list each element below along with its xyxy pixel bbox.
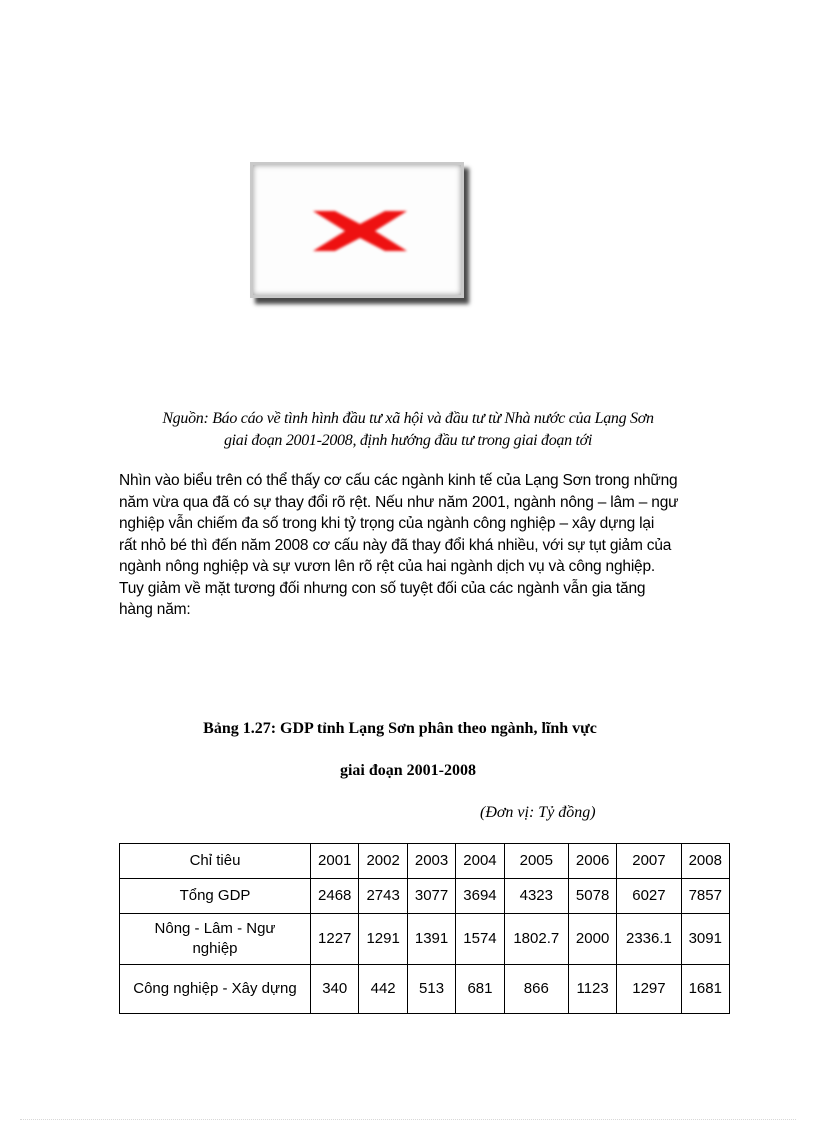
- table-cell: 513: [407, 965, 455, 1014]
- paragraph-line: Tuy giảm về mặt tương đối nhưng con số tuyệt đối của các ngành vẫn gia tăng: [119, 579, 646, 597]
- table-cell: 6027: [617, 879, 681, 914]
- header-cell: 2004: [456, 844, 504, 879]
- table-cell: 2743: [359, 879, 407, 914]
- table-title: Bảng 1.27: GDP tỉnh Lạng Sơn phân theo ngành, lĩnh vực: [203, 720, 597, 737]
- table-cell: 340: [311, 965, 359, 1014]
- table-cell: 1227: [311, 914, 359, 965]
- table-cell: 1291: [359, 914, 407, 965]
- header-cell: 2008: [681, 844, 729, 879]
- table-row: [120, 965, 730, 1014]
- paragraph-line: Nhìn vào biểu trên có thể thấy cơ cấu các ngành kinh tế của Lạng Sơn trong những: [119, 472, 678, 489]
- row-label: Tổng GDP: [120, 879, 311, 914]
- page-bottom-divider: [20, 1119, 796, 1120]
- row-label-line: nghiệp: [192, 940, 238, 957]
- header-cell: 2007: [617, 844, 681, 879]
- table-subtitle: giai đoạn 2001-2008: [339, 762, 476, 779]
- table-cell: 3091: [681, 914, 729, 965]
- table-cell: 3077: [407, 879, 455, 914]
- table-cell: 442: [359, 965, 407, 1014]
- header-cell: 2003: [407, 844, 455, 879]
- table-cell: 2000: [568, 914, 616, 965]
- paragraph-line: hàng năm:: [119, 601, 191, 618]
- row-label: [120, 914, 311, 965]
- table-cell: 866: [504, 965, 568, 1014]
- paragraph-line: năm vừa qua đã có sự thay đổi rõ rệt. Nếu như năm 2001, ngành nông – lâm – ngư: [119, 493, 679, 511]
- table-cell: 2468: [311, 879, 359, 914]
- body-paragraph: [119, 470, 699, 621]
- table-cell: 1391: [407, 914, 455, 965]
- table-unit: (Đơn vị: Tỷ đồng): [480, 804, 596, 821]
- header-cell: Chỉ tiêu: [120, 844, 311, 879]
- table-cell: 681: [456, 965, 504, 1014]
- broken-image-placeholder: [250, 162, 464, 298]
- table-cell: 1297: [617, 965, 681, 1014]
- table-cell: 1802.7: [504, 914, 568, 965]
- figure-caption: [100, 408, 716, 452]
- caption-line: Nguồn: Báo cáo về tình hình đầu tư xã hội và đầu tư từ Nhà nước của Lạng Sơn: [162, 410, 654, 427]
- table-cell: 4323: [504, 879, 568, 914]
- table-cell: 7857: [681, 879, 729, 914]
- gdp-table: [119, 843, 730, 1014]
- table-cell: 5078: [568, 879, 616, 914]
- header-cell: 2001: [311, 844, 359, 879]
- paragraph-line: ngành nông nghiệp và sự vươn lên rõ rệt của hai ngành dịch vụ và công nghiệp.: [119, 558, 656, 575]
- table-cell: 1681: [681, 965, 729, 1014]
- caption-line: giai đoạn 2001-2008, định hướng đầu tư trong giai đoạn tới: [223, 432, 593, 449]
- table-row: [120, 914, 730, 965]
- table-row: [120, 879, 730, 914]
- paragraph-line: nghiệp vẫn chiếm đa số trong khi tỷ trọng của ngành công nghiệp – xây dựng lại: [119, 515, 655, 532]
- row-label: Công nghiệp - Xây dựng: [120, 965, 311, 1014]
- header-cell: 2006: [568, 844, 616, 879]
- header-cell: 2002: [359, 844, 407, 879]
- broken-image-icon: [305, 207, 415, 255]
- table-header-row: [120, 844, 730, 879]
- table-cell: 1123: [568, 965, 616, 1014]
- header-cell: 2005: [504, 844, 568, 879]
- table-cell: 1574: [456, 914, 504, 965]
- paragraph-line: rất nhỏ bé thì đến năm 2008 cơ cấu này đã thay đổi khá nhiều, với sự tụt giảm của: [119, 536, 672, 554]
- table-cell: 3694: [456, 879, 504, 914]
- row-label-line: Nông - Lâm - Ngư: [154, 920, 276, 937]
- table-cell: 2336.1: [617, 914, 681, 965]
